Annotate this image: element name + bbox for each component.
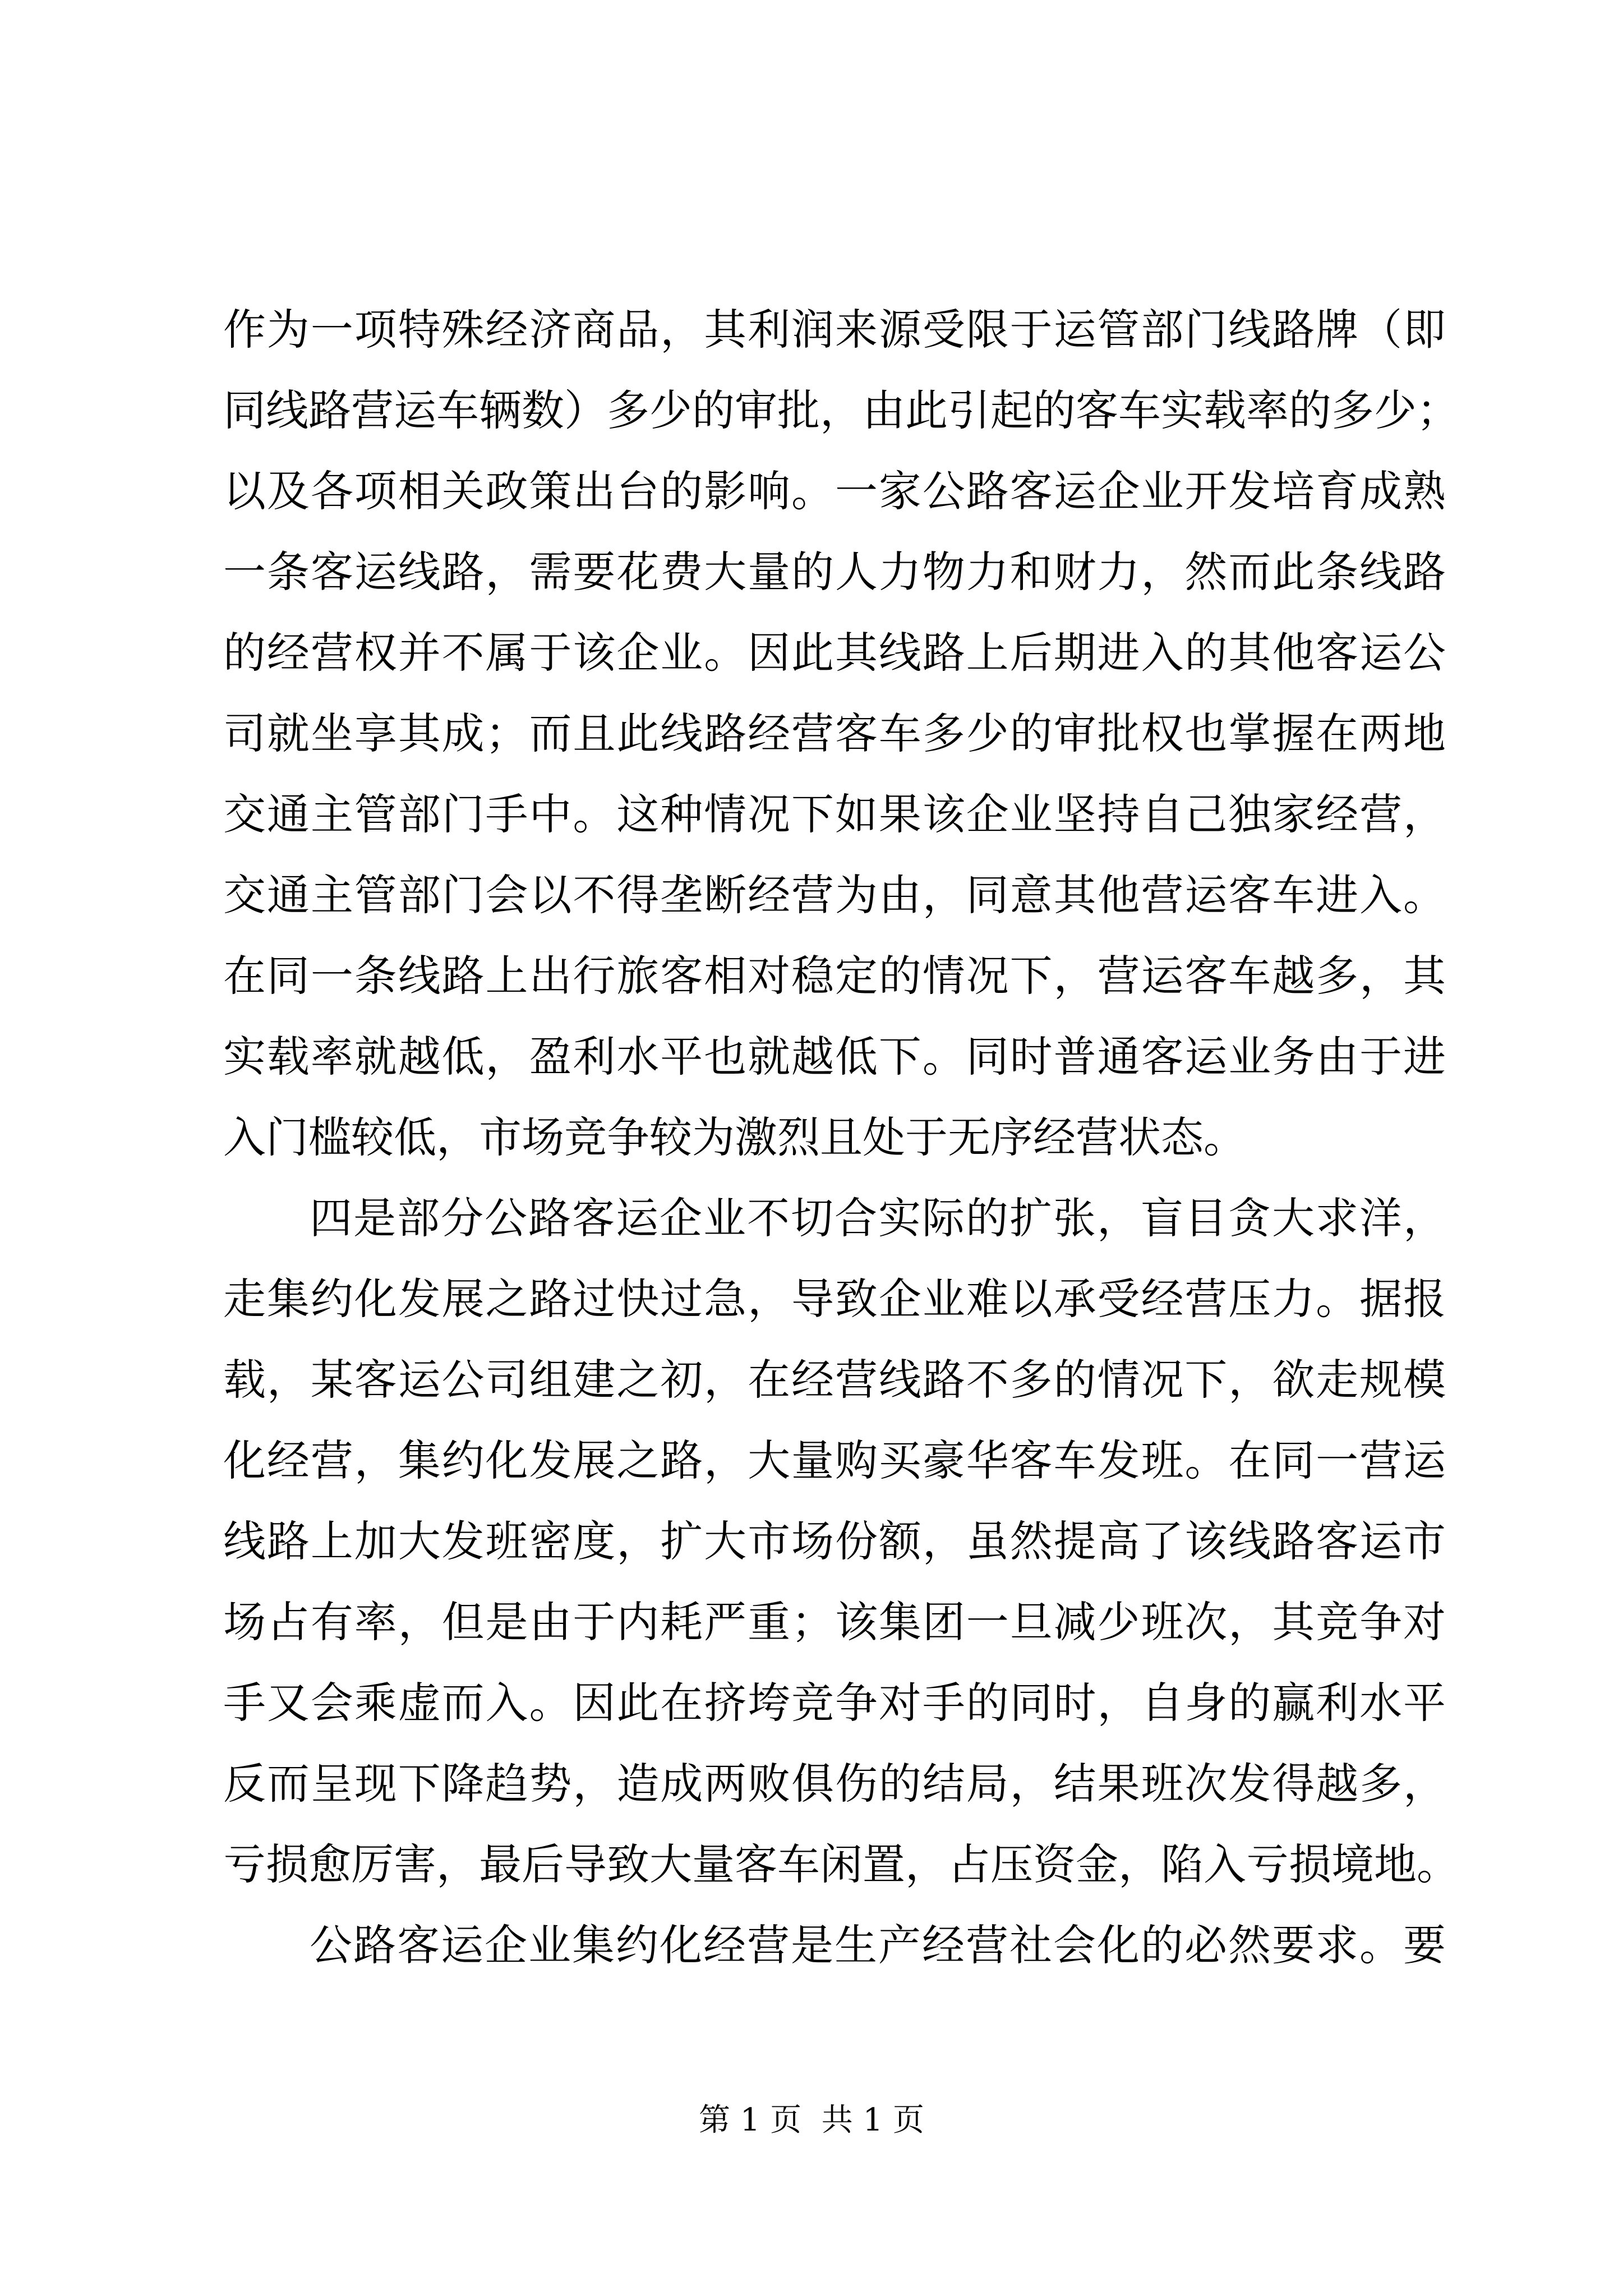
text-line: 以及各项相关政策出台的影响。一家公路客运企业开发培育成熟 [223, 466, 1446, 516]
page-footer: 第 1 页 共 1 页 [698, 2102, 925, 2138]
text-line: 交通主管部门手中。这种情况下如果该企业坚持自己独家经营， [223, 789, 1446, 839]
text-line: 场占有率，但是由于内耗严重；该集团一旦减少班次，其竞争对 [223, 1597, 1446, 1647]
text-line: 手又会乘虚而入。因此在挤垮竞争对手的同时，自身的赢利水平 [223, 1678, 1446, 1728]
text-line: 在同一条线路上出行旅客相对稳定的情况下，营运客车越多，其 [223, 951, 1446, 1001]
text-line: 载，某客运公司组建之初，在经营线路不多的情况下，欲走规模 [223, 1355, 1446, 1405]
text-line: 走集约化发展之路过快过急，导致企业难以承受经营压力。据报 [223, 1274, 1446, 1324]
text-line: 的经营权并不属于该企业。因此其线路上后期进入的其他客运公 [223, 628, 1446, 678]
text-line: 一条客运线路，需要花费大量的人力物力和财力，然而此条线路 [223, 547, 1446, 597]
text-line: 亏损愈厉害，最后导致大量客车闲置，占压资金，陷入亏损境地。 [223, 1839, 1459, 1889]
text-line: 实载率就越低，盈利水平也就越低下。同时普通客运业务由于进 [223, 1032, 1446, 1082]
text-line: 化经营，集约化发展之路，大量购买豪华客车发班。在同一营运 [223, 1435, 1446, 1485]
text-line: 司就坐享其成；而且此线路经营客车多少的审批权也掌握在两地 [223, 708, 1446, 758]
text-line: 线路上加大发班密度，扩大市场份额，虽然提高了该线路客运市 [223, 1516, 1446, 1566]
text-line: 同线路营运车辆数）多少的审批，由此引起的客车实载率的多少； [223, 385, 1459, 435]
text-line: 作为一项特殊经济商品，其利润来源受限于运管部门线路牌（即 [223, 305, 1446, 355]
text-line: 入门槛较低，市场竞争较为激烈且处于无序经营状态。 [223, 1112, 1246, 1162]
text-line: 反而呈现下降趋势，造成两败俱伤的结局，结果班次发得越多， [223, 1759, 1446, 1809]
text-line: 交通主管部门会以不得垄断经营为由，同意其他营运客车进入。 [223, 870, 1446, 920]
text-line: 四是部分公路客运企业不切合实际的扩张，盲目贪大求洋， [310, 1193, 1446, 1243]
document-body [223, 289, 1459, 1986]
text-line: 公路客运企业集约化经营是生产经营社会化的必然要求。要 [310, 1920, 1446, 1970]
